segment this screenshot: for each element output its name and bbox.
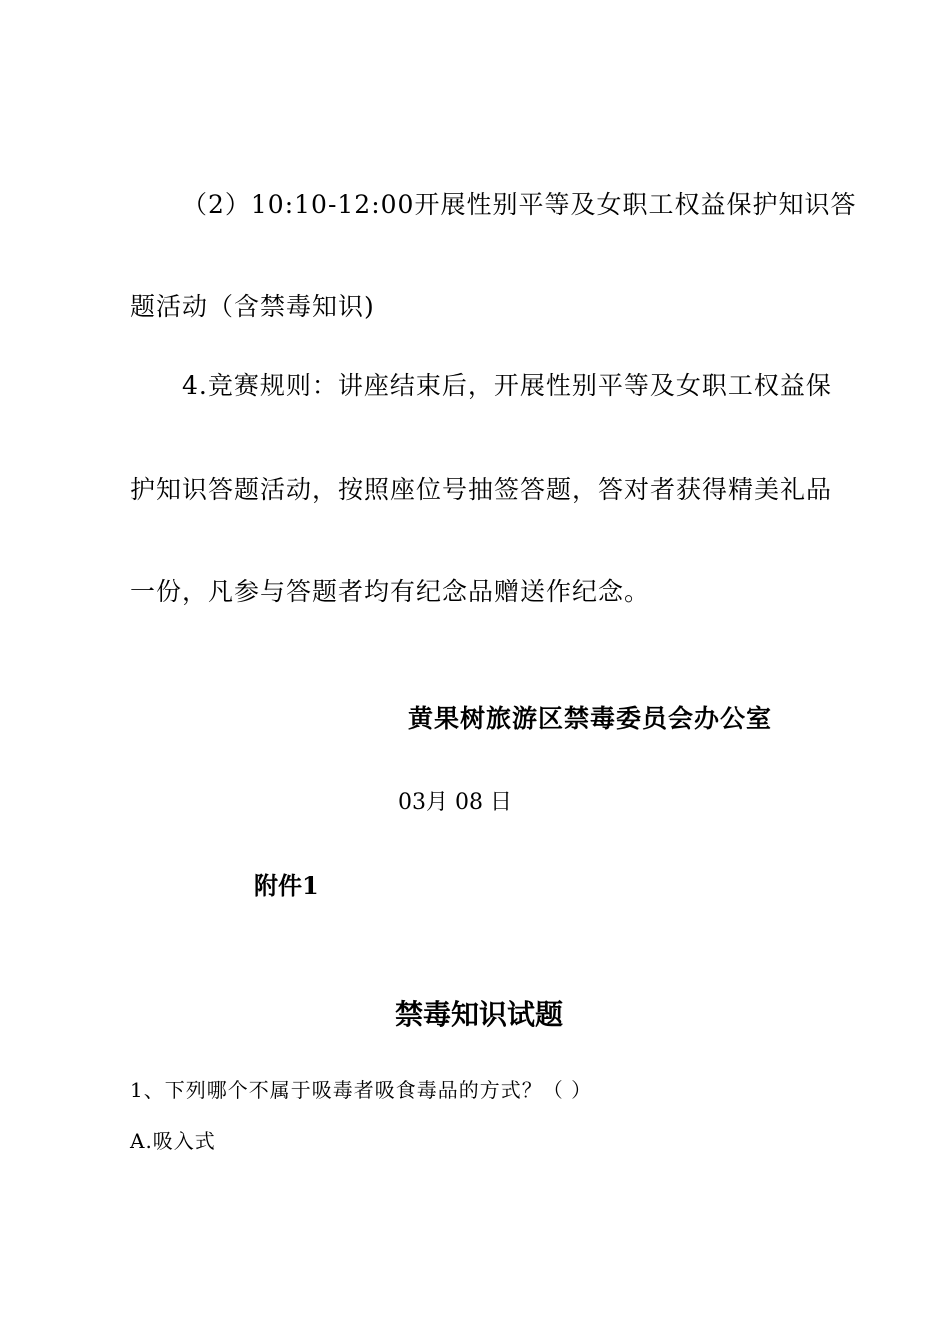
question-text: 1、下列哪个不属于吸毒者吸食毒品的方式？（ ） <box>130 1078 593 1102</box>
paragraph-line: （2）10:10-12:00开展性别平等及女职工权益保护知识答 <box>182 190 857 219</box>
question-option: A.吸入式 <box>130 1129 216 1153</box>
issue-date: 03月 08 日 <box>398 790 512 815</box>
quiz-title: 禁毒知识试题 <box>395 998 564 1031</box>
issuing-office: 黄果树旅游区禁毒委员会办公室 <box>408 704 773 733</box>
paragraph-line: 护知识答题活动，按照座位号抽签答题，答对者获得精美礼品 <box>130 475 833 504</box>
attachment-label: 附件1 <box>254 871 319 900</box>
paragraph-line: 题活动（含禁毒知识) <box>130 292 375 321</box>
paragraph-line: 4.竞赛规则：讲座结束后，开展性别平等及女职工权益保 <box>182 371 832 400</box>
paragraph-line: 一份，凡参与答题者均有纪念品赠送作纪念。 <box>130 577 651 606</box>
